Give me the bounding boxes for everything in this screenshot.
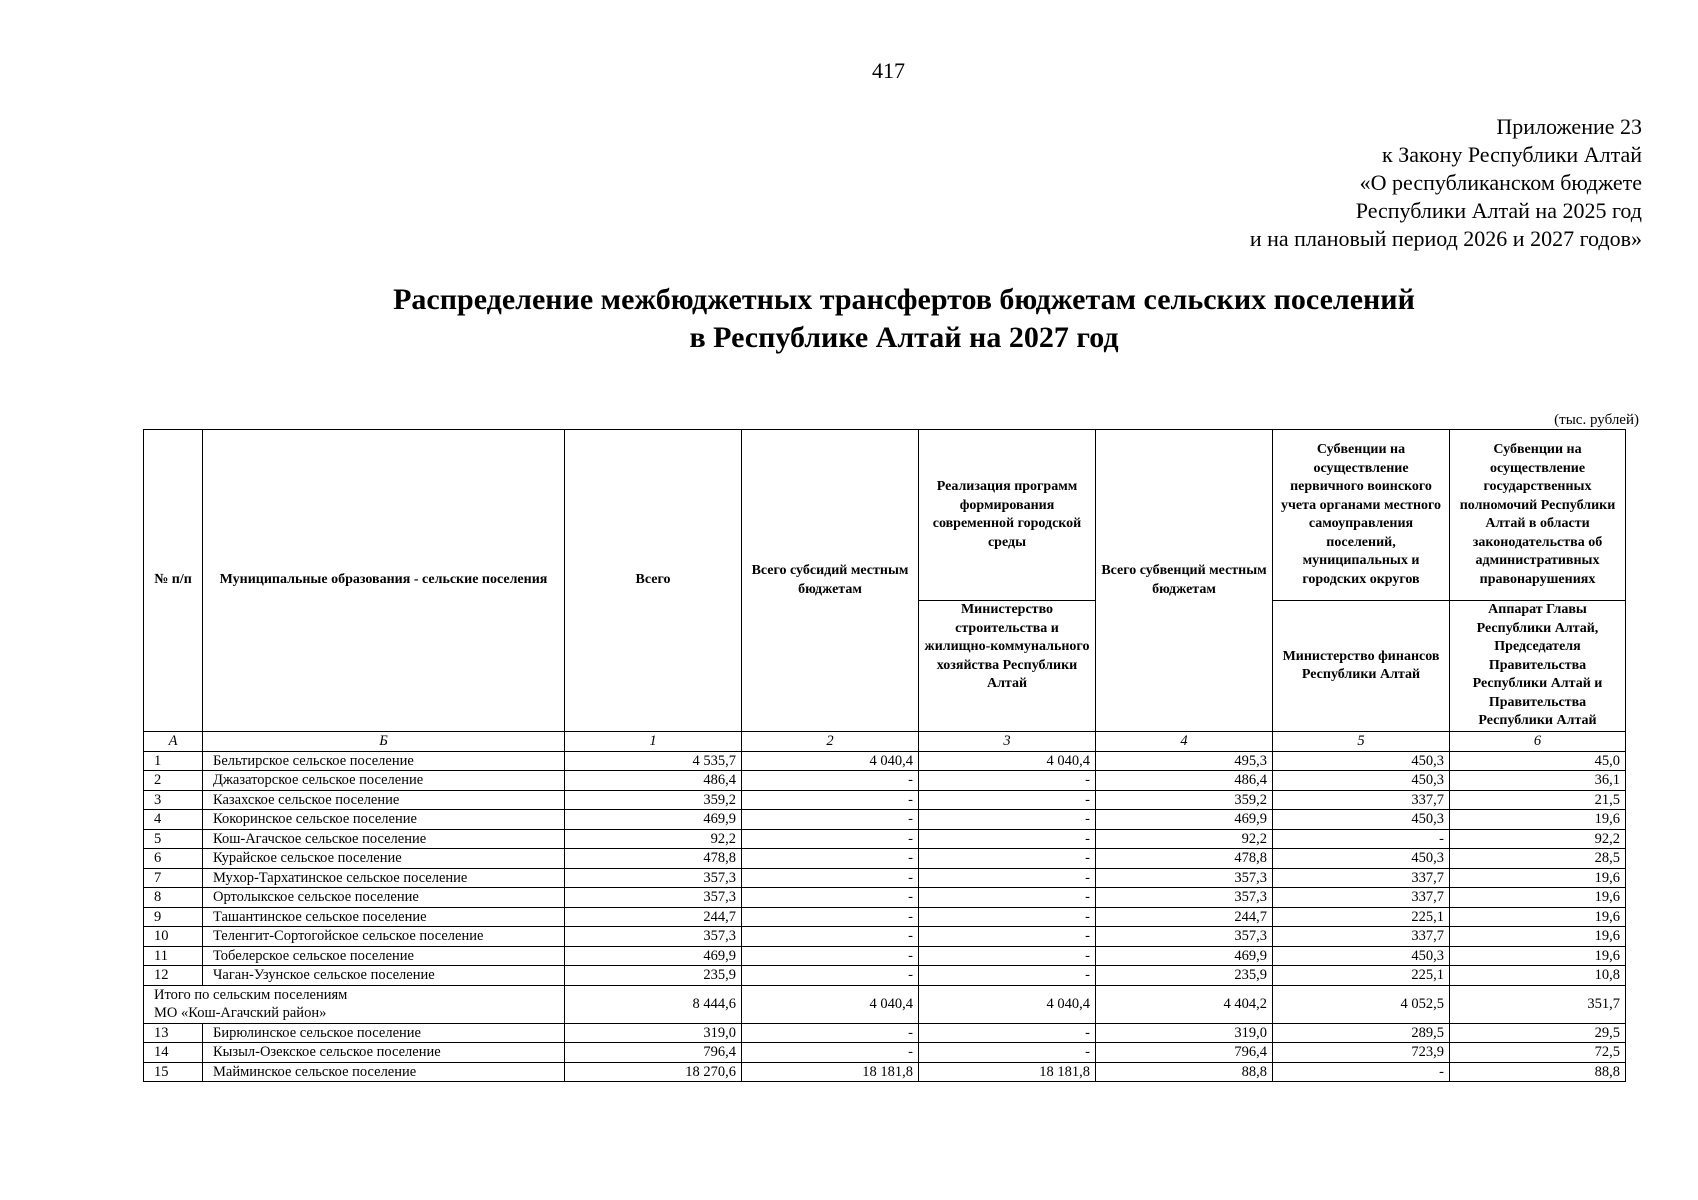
subtotal-total: 8 444,6 xyxy=(565,985,742,1023)
cell-admin-offences: 28,5 xyxy=(1450,849,1626,869)
subtotal-row xyxy=(144,985,1626,1023)
header-admin-offences-admin: Аппарат Главы Республики Алтай, Председателя Правительства Республики Алтай и Правительства Республики Алтай xyxy=(1450,601,1626,732)
cell-subsidies: - xyxy=(742,1023,919,1043)
cell-military: 289,5 xyxy=(1273,1023,1450,1043)
settlement-name: Джазаторское сельское поселение xyxy=(203,771,565,791)
cell-total: 235,9 xyxy=(565,966,742,986)
cell-subventions: 357,3 xyxy=(1096,927,1273,947)
cell-military: 225,1 xyxy=(1273,966,1450,986)
table-row xyxy=(144,907,1626,927)
cell-admin-offences: 29,5 xyxy=(1450,1023,1626,1043)
appendix-line: Приложение 23 xyxy=(1496,114,1642,139)
cell-program: - xyxy=(919,927,1096,947)
cell-admin-offences: 10,8 xyxy=(1450,966,1626,986)
cell-total: 357,3 xyxy=(565,927,742,947)
cell-military: 450,3 xyxy=(1273,771,1450,791)
subtotal-label xyxy=(144,985,565,1023)
cell-subventions: 357,3 xyxy=(1096,888,1273,908)
cell-total: 92,2 xyxy=(565,829,742,849)
cell-admin-offences: 19,6 xyxy=(1450,907,1626,927)
settlement-name: Майминское сельское поселение xyxy=(203,1062,565,1082)
settlement-name: Мухор-Тархатинское сельское поселение xyxy=(203,868,565,888)
settlement-name: Курайское сельское поселение xyxy=(203,849,565,869)
table-row xyxy=(144,1023,1626,1043)
cell-total: 486,4 xyxy=(565,771,742,791)
header-total: Всего xyxy=(565,430,742,732)
cell-total: 359,2 xyxy=(565,790,742,810)
cell-subventions: 319,0 xyxy=(1096,1023,1273,1043)
cell-subsidies: - xyxy=(742,829,919,849)
cell-admin-offences: 72,5 xyxy=(1450,1043,1626,1063)
cell-total: 469,9 xyxy=(565,946,742,966)
title-line-1: Распределение межбюджетных трансфертов бюджетам сельских поселений xyxy=(393,283,1415,316)
table-row xyxy=(144,1062,1626,1082)
cell-subventions: 357,3 xyxy=(1096,868,1273,888)
cell-military: 337,7 xyxy=(1273,790,1450,810)
row-number: 2 xyxy=(144,771,203,791)
cell-program: - xyxy=(919,810,1096,830)
table-row xyxy=(144,966,1626,986)
cell-subsidies: - xyxy=(742,907,919,927)
settlement-name: Бельтирское сельское поселение xyxy=(203,751,565,771)
table-row xyxy=(144,790,1626,810)
cell-subventions: 486,4 xyxy=(1096,771,1273,791)
subtotal-program: 4 040,4 xyxy=(919,985,1096,1023)
cell-admin-offences: 21,5 xyxy=(1450,790,1626,810)
cell-total: 4 535,7 xyxy=(565,751,742,771)
header-program-admin: Министерство строительства и жилищно-коммунального хозяйства Республики Алтай xyxy=(919,601,1096,732)
cell-program: - xyxy=(919,849,1096,869)
table-row xyxy=(144,888,1626,908)
row-number: 7 xyxy=(144,868,203,888)
cell-subsidies: - xyxy=(742,849,919,869)
cell-total: 244,7 xyxy=(565,907,742,927)
cell-subsidies: - xyxy=(742,771,919,791)
cell-subventions: 244,7 xyxy=(1096,907,1273,927)
index-cell: 6 xyxy=(1450,732,1626,752)
cell-military: 337,7 xyxy=(1273,927,1450,947)
settlement-name: Кокоринское сельское поселение xyxy=(203,810,565,830)
row-number: 3 xyxy=(144,790,203,810)
cell-program: - xyxy=(919,868,1096,888)
cell-total: 469,9 xyxy=(565,810,742,830)
cell-military: 450,3 xyxy=(1273,810,1450,830)
cell-admin-offences: 45,0 xyxy=(1450,751,1626,771)
row-number: 6 xyxy=(144,849,203,869)
index-cell: 4 xyxy=(1096,732,1273,752)
cell-total: 357,3 xyxy=(565,868,742,888)
cell-program: - xyxy=(919,966,1096,986)
cell-subsidies: 18 181,8 xyxy=(742,1062,919,1082)
cell-total: 478,8 xyxy=(565,849,742,869)
index-cell: 1 xyxy=(565,732,742,752)
units-note: (тыс. рублей) xyxy=(1554,412,1639,428)
cell-admin-offences: 19,6 xyxy=(1450,810,1626,830)
subtotal-label-line: Итого по сельским поселениям xyxy=(154,986,348,1003)
table-row xyxy=(144,829,1626,849)
cell-program: - xyxy=(919,946,1096,966)
cell-subsidies: - xyxy=(742,868,919,888)
cell-military: 337,7 xyxy=(1273,888,1450,908)
cell-military: 450,3 xyxy=(1273,849,1450,869)
index-cell: 3 xyxy=(919,732,1096,752)
header-name: Муниципальные образования - сельские поселения xyxy=(203,430,565,732)
appendix-line: к Закону Республики Алтай xyxy=(1382,142,1642,167)
cell-subsidies: - xyxy=(742,966,919,986)
row-number: 10 xyxy=(144,927,203,947)
cell-total: 319,0 xyxy=(565,1023,742,1043)
settlement-name: Ташантинское сельское поселение xyxy=(203,907,565,927)
cell-subsidies: - xyxy=(742,946,919,966)
row-number: 5 xyxy=(144,829,203,849)
settlement-name: Кызыл-Озекское сельское поселение xyxy=(203,1043,565,1063)
cell-subsidies: - xyxy=(742,810,919,830)
table-row xyxy=(144,751,1626,771)
cell-subventions: 469,9 xyxy=(1096,946,1273,966)
table-row xyxy=(144,771,1626,791)
cell-program: - xyxy=(919,907,1096,927)
appendix-line: «О республиканском бюджете xyxy=(1359,170,1642,195)
cell-military: 450,3 xyxy=(1273,946,1450,966)
index-cell: Б xyxy=(203,732,565,752)
header-military-admin: Министерство финансов Республики Алтай xyxy=(1273,601,1450,732)
title-line-2: в Республике Алтай на 2027 год xyxy=(689,321,1119,354)
cell-program: 4 040,4 xyxy=(919,751,1096,771)
index-cell: 5 xyxy=(1273,732,1450,752)
table-row xyxy=(144,946,1626,966)
row-number: 12 xyxy=(144,966,203,986)
settlement-name: Ортолыкское сельское поселение xyxy=(203,888,565,908)
appendix-line: и на плановый период 2026 и 2027 годов» xyxy=(1249,226,1642,251)
cell-subventions: 359,2 xyxy=(1096,790,1273,810)
row-number: 4 xyxy=(144,810,203,830)
subtotal-label-line: МО «Кош-Агачский район» xyxy=(154,1005,327,1021)
cell-subventions: 495,3 xyxy=(1096,751,1273,771)
cell-total: 18 270,6 xyxy=(565,1062,742,1082)
table-row xyxy=(144,810,1626,830)
cell-admin-offences: 36,1 xyxy=(1450,771,1626,791)
transfers-table xyxy=(143,429,1626,1082)
cell-subventions: 478,8 xyxy=(1096,849,1273,869)
cell-program: - xyxy=(919,771,1096,791)
row-number: 13 xyxy=(144,1023,203,1043)
cell-admin-offences: 92,2 xyxy=(1450,829,1626,849)
cell-military: 450,3 xyxy=(1273,751,1450,771)
cell-subventions: 796,4 xyxy=(1096,1043,1273,1063)
settlement-name: Бирюлинское сельское поселение xyxy=(203,1023,565,1043)
cell-subventions: 88,8 xyxy=(1096,1062,1273,1082)
cell-subsidies: 4 040,4 xyxy=(742,751,919,771)
row-number: 9 xyxy=(144,907,203,927)
subtotal-subsidies: 4 040,4 xyxy=(742,985,919,1023)
subtotal-admin-offences: 351,7 xyxy=(1450,985,1626,1023)
header-subventions-total: Всего субвенций местным бюджетам xyxy=(1096,430,1273,732)
cell-subsidies: - xyxy=(742,1043,919,1063)
settlement-name: Кош-Агачское сельское поселение xyxy=(203,829,565,849)
appendix-line: Республики Алтай на 2025 год xyxy=(1355,198,1642,223)
settlement-name: Теленгит-Сортогойское сельское поселение xyxy=(203,927,565,947)
cell-military: - xyxy=(1273,829,1450,849)
table-row xyxy=(144,868,1626,888)
row-number: 11 xyxy=(144,946,203,966)
cell-program: - xyxy=(919,829,1096,849)
appendix-reference xyxy=(1250,113,1642,253)
settlement-name: Казахское сельское поселение xyxy=(203,790,565,810)
row-number: 8 xyxy=(144,888,203,908)
cell-admin-offences: 19,6 xyxy=(1450,946,1626,966)
cell-total: 357,3 xyxy=(565,888,742,908)
cell-subventions: 469,9 xyxy=(1096,810,1273,830)
cell-admin-offences: 19,6 xyxy=(1450,888,1626,908)
header-subsidies-total: Всего субсидий местным бюджетам xyxy=(742,430,919,732)
subtotal-military: 4 052,5 xyxy=(1273,985,1450,1023)
header-admin-offences: Субвенции на осуществление государственных полномочий Республики Алтай в области законодательства об административных правонарушениях xyxy=(1450,430,1626,601)
subtotal-subventions: 4 404,2 xyxy=(1096,985,1273,1023)
row-number: 1 xyxy=(144,751,203,771)
cell-admin-offences: 19,6 xyxy=(1450,927,1626,947)
cell-subsidies: - xyxy=(742,888,919,908)
index-cell: А xyxy=(144,732,203,752)
table-row xyxy=(144,1043,1626,1063)
cell-subventions: 235,9 xyxy=(1096,966,1273,986)
cell-program: - xyxy=(919,888,1096,908)
cell-military: 337,7 xyxy=(1273,868,1450,888)
index-cell: 2 xyxy=(742,732,919,752)
column-index-row xyxy=(144,732,1626,752)
cell-subsidies: - xyxy=(742,927,919,947)
cell-subventions: 92,2 xyxy=(1096,829,1273,849)
header-num: № п/п xyxy=(144,430,203,732)
cell-military: 225,1 xyxy=(1273,907,1450,927)
row-number: 15 xyxy=(144,1062,203,1082)
cell-subsidies: - xyxy=(742,790,919,810)
row-number: 14 xyxy=(144,1043,203,1063)
page-number: 417 xyxy=(872,58,905,83)
cell-program: - xyxy=(919,790,1096,810)
table-row xyxy=(144,927,1626,947)
settlement-name: Тобелерское сельское поселение xyxy=(203,946,565,966)
table-row xyxy=(144,849,1626,869)
header-military: Субвенции на осуществление первичного воинского учета органами местного самоуправления поселений, муниципальных и городских округов xyxy=(1273,430,1450,601)
cell-military: 723,9 xyxy=(1273,1043,1450,1063)
cell-program: - xyxy=(919,1043,1096,1063)
cell-program: - xyxy=(919,1023,1096,1043)
cell-military: - xyxy=(1273,1062,1450,1082)
cell-total: 796,4 xyxy=(565,1043,742,1063)
document-title xyxy=(0,281,1698,357)
settlement-name: Чаган-Узунское сельское поселение xyxy=(203,966,565,986)
header-program: Реализация программ формирования современной городской среды xyxy=(919,430,1096,601)
cell-admin-offences: 19,6 xyxy=(1450,868,1626,888)
cell-program: 18 181,8 xyxy=(919,1062,1096,1082)
cell-admin-offences: 88,8 xyxy=(1450,1062,1626,1082)
